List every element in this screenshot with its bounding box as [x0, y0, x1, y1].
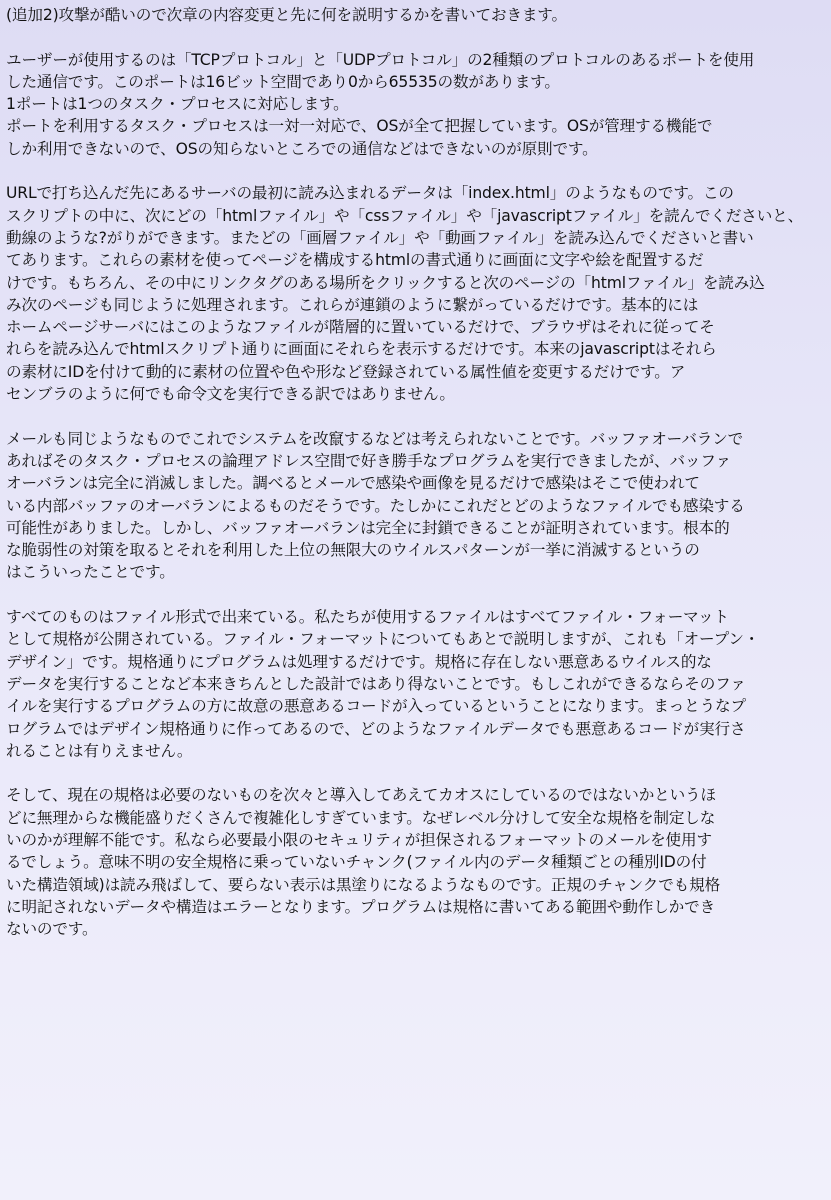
text-line: どに無理からな機能盛りだくさんで複雑化しすぎています。なぜレベル分けして安全な規格を制定しな — [6, 808, 716, 827]
text-line: データを実行することなど本来きちんとした設計ではあり得ないことです。もしこれができるならそのファ — [6, 674, 746, 693]
text-line: オーバランは完全に消滅しました。調べるとメールで感染や画像を見るだけで感染はそこで使われて — [6, 474, 700, 493]
text-line: しか利用できないので、OSの知らないところでの通信などはできないのが原則です。 — [6, 139, 598, 158]
text-line: ホームページサーバにはこのようなファイルが階層的に置いているだけで、ブラウザはそれに従ってそ — [6, 318, 715, 337]
text-line: はこういったことです。 — [6, 563, 175, 582]
text-line: (追加2)攻撃が酷いので次章の内容変更と先に何を説明するかを書いておきます。 — [6, 6, 567, 24]
text-line: いのかが理解不能です。私なら必要最小限のセキュリティが担保されるフォーマットのメールを使用す — [6, 830, 712, 849]
text-line: URLで打ち込んだ先にあるサーバの最初に読み込まれるデータは「index.html」のようなものです。この — [6, 184, 734, 203]
paragraph — [6, 49, 825, 160]
text-line: の素材にIDを付けて動的に素材の位置や色や形など登録されている属性値を変更するだけです。ア — [6, 362, 686, 381]
text-line: いる内部バッファのオーバランによるものだそうです。たしかにこれだとどのようなファイルでも感染する — [6, 496, 745, 515]
text-line: そして、現在の規格は必要のないものを次々と導入してあえてカオスにしているのではないかというほ — [6, 786, 716, 805]
document-body — [6, 4, 825, 940]
text-line: スクリプトの中に、次にどの「htmlファイル」や「cssファイル」や「javascriptファイル」を読んでくださいと、 — [6, 206, 804, 225]
text-line: として規格が公開されている。ファイル・フォーマットについてもあとで説明しますが、これも「オープン・ — [6, 630, 760, 649]
text-line: センブラのように何でも命令文を実行できる訳ではありません。 — [6, 385, 455, 404]
text-line: あればそのタスク・プロセスの論理アドレス空間で好き勝手なプログラムを実行できましたが、バッファ — [6, 451, 731, 470]
text-line: み次のページも同じように処理されます。これらが連鎖のように繋がっているだけです。基本的には — [6, 295, 699, 314]
text-line: ログラムではデザイン規格通りに作ってあるので、どのようなファイルデータでも悪意あるコードが実行さ — [6, 719, 746, 738]
text-line: れらを読み込んでhtmlスクリプト通りに画面にそれらを表示するだけです。本来のjavascriptはそれら — [6, 340, 717, 359]
text-line: に明記されないデータや構造はエラーとなります。プログラムは規格に書いてある範囲や動作しかでき — [6, 897, 716, 916]
text-line: 可能性がありました。しかし、バッファオーバランは完全に封鎖できることが証明されています。根本的 — [6, 518, 730, 537]
text-line: な脆弱性の対策を取るとそれを利用した上位の無限大のウイルスパターンが一挙に消滅するというの — [6, 541, 700, 560]
text-line: てあります。これらの素材を使ってページを構成するhtmlの書式通りに画面に文字や絵を配置するだ — [6, 251, 704, 270]
text-line: けです。もちろん、その中にリンクタグのある場所をクリックすると次のページの「htmlファイル」を読み込 — [6, 273, 765, 292]
paragraph — [6, 4, 825, 26]
text-line: ポートを利用するタスク・プロセスは一対一対応で、OSが全て把握しています。OSが管理する機能で — [6, 117, 713, 136]
paragraph — [6, 784, 825, 940]
text-line: るでしょう。意味不明の安全規格に乗っていないチャンク(ファイル内のデータ種類ごとの種別IDの付 — [6, 853, 707, 872]
text-line: 1ポートは1つのタスク・プロセスに対応します。 — [6, 95, 349, 114]
text-line: すべてのものはファイル形式で出来ている。私たちが使用するファイルはすべてファイル・フォーマット — [6, 608, 729, 627]
text-line: デザイン」です。規格通りにプログラムは処理するだけです。規格に存在しない悪意あるウイルス的な — [6, 652, 712, 671]
text-line: 動線のような?がりができます。またどの「画層ファイル」や「動画ファイル」を読み込んでくださいと書い — [6, 228, 754, 247]
text-line: メールも同じようなものでこれでシステムを改竄するなどは考えられないことです。バッファオーバランで — [6, 429, 744, 448]
text-line: れることは有りえません。 — [6, 741, 193, 760]
paragraph — [6, 606, 825, 762]
text-line: イルを実行するプログラムの方に故意の悪意あるコードが入っているということになります。まっとうなプ — [6, 697, 746, 716]
text-line: ユーザーが使用するのは「TCPプロトコル」と「UDPプロトコル」の2種類のプロトコルのあるポートを使用 — [6, 50, 755, 69]
text-line: した通信です。このポートは16ビット空間であり0から65535の数があります。 — [6, 72, 560, 91]
paragraph — [6, 182, 825, 405]
text-line: ないのです。 — [6, 920, 98, 939]
paragraph — [6, 428, 825, 584]
text-line: いた構造領域)は読み飛ばして、要らない表示は黒塗りになるようなものです。正規のチャンクでも規格 — [6, 875, 721, 894]
